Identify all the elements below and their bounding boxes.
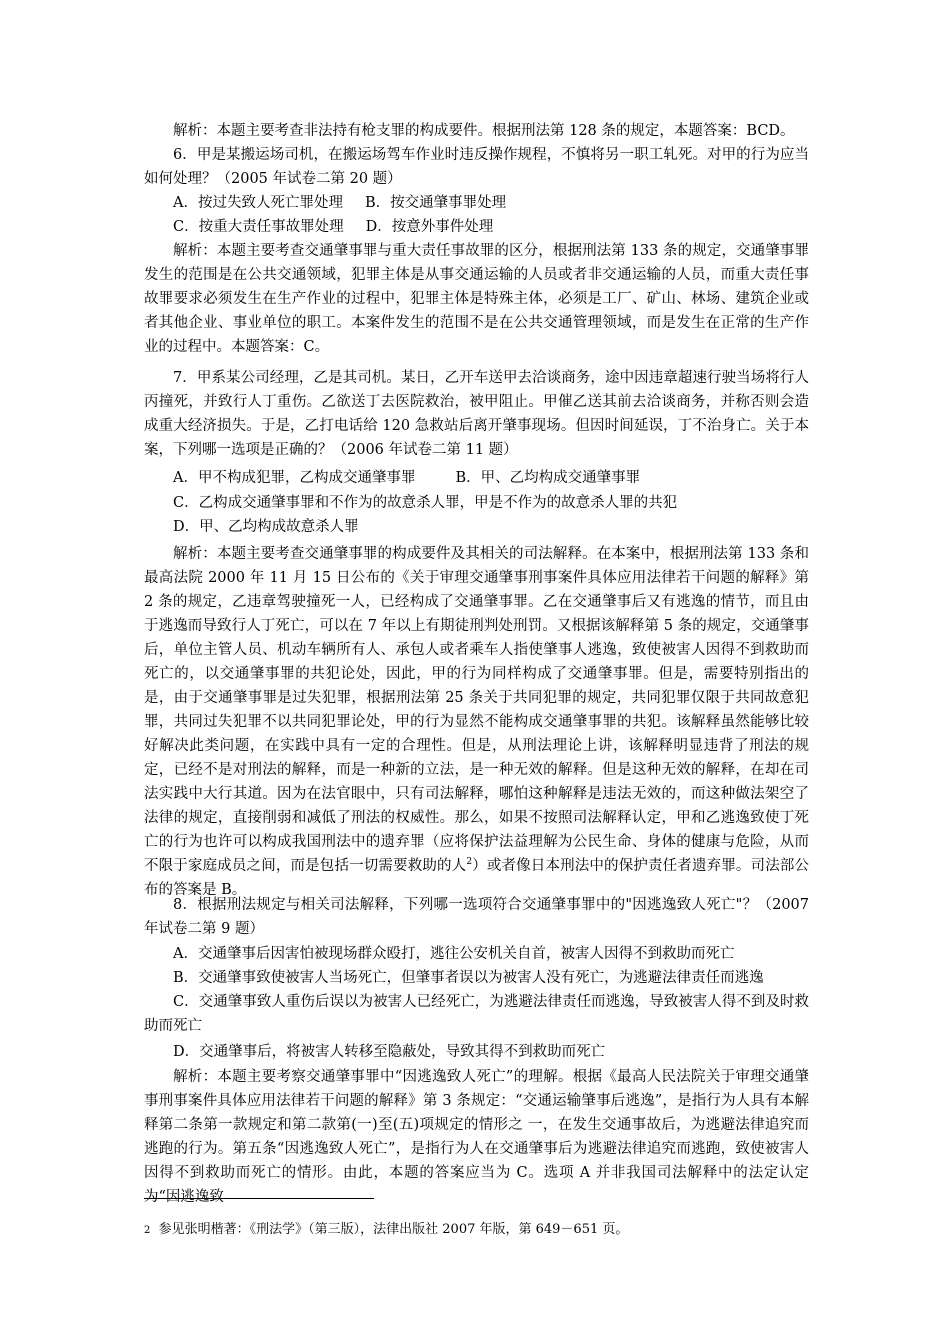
question-6-options-cd [173, 215, 809, 239]
question-8: 8．根据刑法规定与相关司法解释，下列哪一选项符合交通肇事罪中的"因逃逸致人死亡"？（2007 年试卷二第 9 题） [144, 897, 809, 937]
analysis-q8: 解析：本题主要考察交通肇事罪中“因逃逸致人死亡”的理解。根据《最高人民法院关于审理交通肇事刑事案件具体应用法律若干问题的解释》第 3 条规定：“交通运输肇事后逃逸”，是指行为人具有本解释第二条第一款规定和第二款第(一)至(五)项规定的情形之 一，在发生交通事故后，为逃避法律追究而逃跑的行为。第五条“因逃逸致人死亡”，是指行为人在交通肇事后为逃避法律追究而逃跑，致使被害人因得不到救助而死亡的情形。由此，本题的答案应当为 C。选项 A 并非我国司法解释中的法定认定为“因逃逸致 [144, 1069, 809, 1205]
q6-option-c: C．按重大责任事故罪处理 [173, 219, 344, 235]
question-6-options-ab [173, 191, 809, 215]
q6-option-d: D．按意外事件处理 [365, 219, 494, 235]
question-7: 7．甲系某公司经理，乙是其司机。某日，乙开车送甲去洽谈商务，途中因违章超速行驶当场将行人丙撞死，并致行人丁重伤。乙欲送丁去医院救治，被甲阻止。甲催乙送其前去洽谈商务，并称否则会造成重大经济损失。于是，乙打电话给 120 急救站后离开肇事现场。但因时间延误，丁不治身亡。关于本案，下列哪一选项是正确的？（2006 年试卷二第 11 题） [144, 370, 809, 458]
footnote [144, 1221, 628, 1240]
analysis-q5: 解析：本题主要考查非法持有枪支罪的构成要件。根据刑法第 128 条的规定，本题答案：BCD。 [173, 123, 795, 139]
q8-option-a: A．交通肇事后因害怕被现场群众殴打，逃往公安机关自首，被害人因得不到救助而死亡 [173, 946, 735, 962]
q7-option-d: D．甲、乙均构成故意杀人罪 [173, 519, 359, 535]
q6-option-a: A．按过失致人死亡罪处理 [173, 195, 343, 211]
analysis-q7-tail: ）或者像日本刑法中的保护责任者遗弃罪。司法部公布的答案是 B。 [144, 858, 810, 898]
q8-option-c: C．交通肇事致人重伤后误以为被害人已经死亡，为逃避法律责任而逃逸，导致被害人得不到及时救助而死亡 [144, 994, 809, 1034]
q7-option-a: A．甲不构成犯罪，乙构成交通肇事罪 [173, 470, 416, 486]
q7-option-c: C．乙构成交通肇事罪和不作为的故意杀人罪，甲是不作为的故意杀人罪的共犯 [173, 495, 678, 511]
q6-option-b: B．按交通肇事罪处理 [364, 195, 507, 211]
q7-option-b: B．甲、乙均构成交通肇事罪 [455, 470, 641, 486]
analysis-q6: 解析：本题主要考查交通肇事罪与重大责任事故罪的区分，根据刑法第 133 条的规定，交通肇事罪发生的范围是在公共交通领域，犯罪主体是从事交通运输的人员或者非交通运输的人员，而重大责任事故罪要求必须发生在生产作业的过程中，犯罪主体是特殊主体，必须是工厂、矿山、林场、建筑企业或者其他企业、事业单位的职工。本案件发生的范围不是在公共交通管理领域，而是发生在正常的生产作业的过程中。本题答案：C。 [144, 243, 809, 355]
analysis-q7-body: 解析：本题主要考查交通肇事罪的构成要件及其相关的司法解释。在本案中，根据刑法第 133 条和最高法院 2000 年 11 月 15 日公布的《关于审理交通肇事刑事案件具体应用法律若干问题的解释》第 2 条的规定，乙违章驾驶撞死一人，已经构成了交通肇事罪。乙在交通肇事后又有逃逸的情节，而且由于逃逸而导致行人丁死亡，可以在 7 年以上有期徒刑判处刑罚。又根据该解释第 5 条的规定，交通肇事后，单位主管人员、机动车辆所有人、承包人或者乘车人指使肇事人逃逸，致使被害人因得不到救助而死亡的，以交通肇事罪的共犯论处，因此，甲的行为同样构成了交通肇事罪。但是，需要特别指出的是，由于交通肇事罪是过失犯罪，根据刑法第 25 条关于共同犯罪的规定，共同犯罪仅限于共同故意犯罪，共同过失犯罪不以共同犯罪论处，甲的行为显然不能构成交通肇事罪的共犯。该解释虽然能够比较好解决此类问题，在实践中具有一定的合理性。但是，从刑法理论上讲，该解释明显违背了刑法的规定，已经不是对刑法的解释，而是一种新的立法，是一种无效的解释。但是这种无效的解释，在却在司法实践中大行其道。因为在法官眼中，只有司法解释，哪怕这种解释是违法无效的，而这种做法架空了法律的规定，直接削弱和减低了刑法的权威性。那么，如果不按照司法解释认定，甲和乙逃逸致使丁死亡的行为也许可以构成我国刑法中的遗弃罪（应将保护法益理解为公民生命、身体的健康与危险，从而不限于家庭成员之间，而是包括一切需要救助的人 [144, 546, 809, 874]
footnote-ref: 2 [466, 857, 473, 868]
footnote-marker: 2 [144, 1225, 151, 1236]
question-6: 6．甲是某搬运场司机，在搬运场驾车作业时违反操作规程，不慎将另一职工轧死。对甲的行为应当如何处理？（2005 年试卷二第 20 题） [144, 147, 809, 187]
q8-option-b: B．交通肇事致使被害人当场死亡，但肇事者误以为被害人没有死亡，为逃避法律责任而逃逸 [173, 970, 764, 986]
footnote-text: 参见张明楷著：《刑法学》（第三版），法律出版社 2007 年版，第 649－651 页。 [158, 1222, 629, 1237]
question-7-options-ab [173, 466, 809, 490]
q8-option-d: D．交通肇事后，将被害人转移至隐蔽处，导致其得不到救助而死亡 [173, 1044, 606, 1060]
footnote-separator [144, 1198, 374, 1199]
analysis-q7 [144, 542, 809, 902]
